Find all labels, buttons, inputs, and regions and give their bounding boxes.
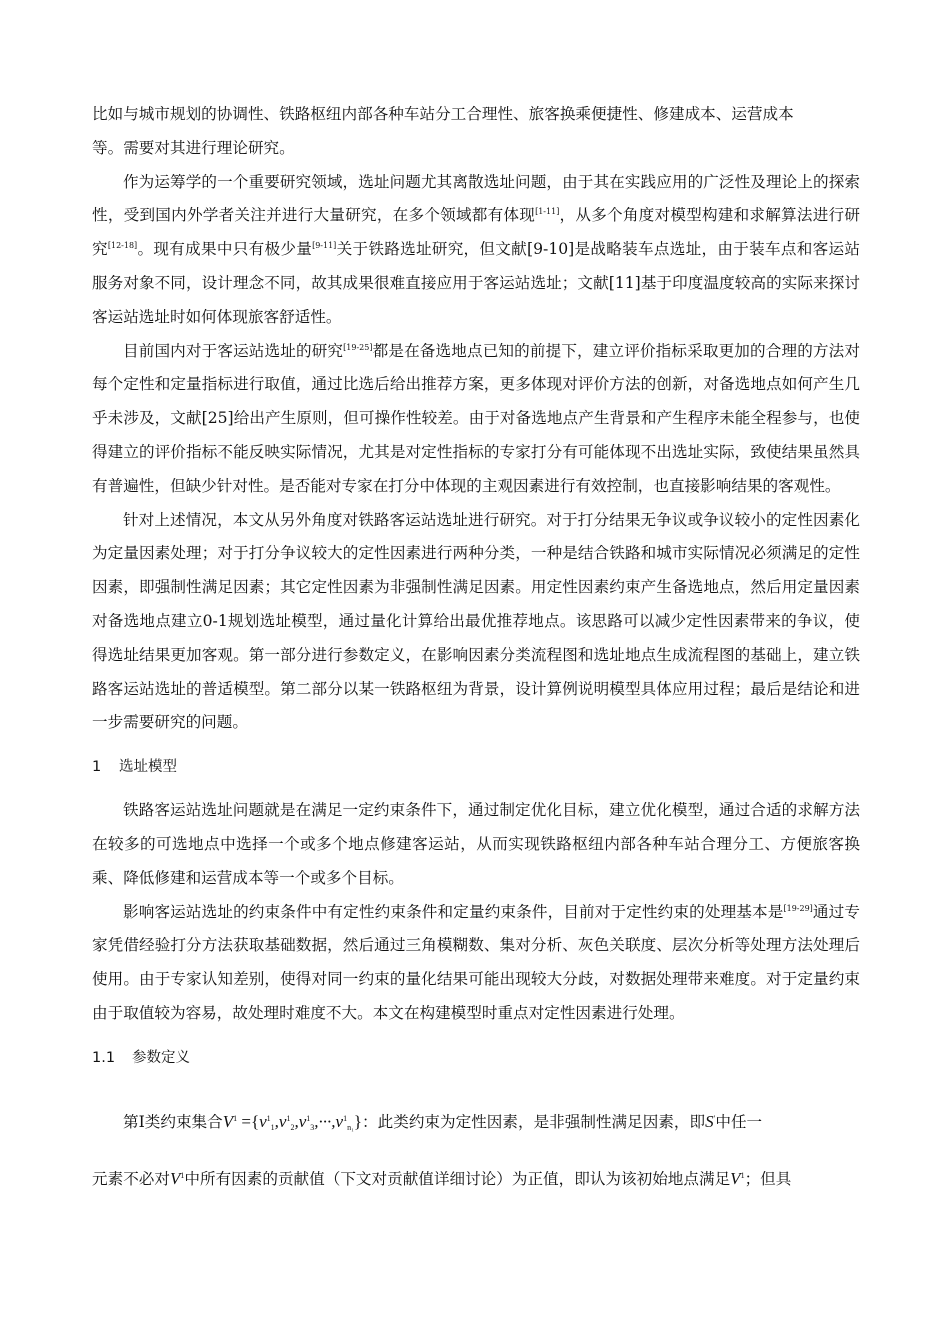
paragraph-continued — [92, 98, 860, 166]
paragraph-approach: 针对上述情况，本文从另外角度对铁路客运站选址进行研究。对于打分结果无争议或争议较小的定性因素化为定量因素处理；对于打分争议较大的定性因素进行两种分类，一种是结合铁路和城市实际情况必须满足的定性因素，即强制性满足因素；其它定性因素为非强制性满足因素。用定性因素约束产生备选地点，然后用定量因素对备选地点建立0-1规划选址模型，通过量化计算给出最优推荐地点。该思路可以减少定性因素带来的争议，使得选址结果更加客观。第一部分进行参数定义，在影响因素分类流程图和选址地点生成流程图的基础上，建立铁路客运站选址的普适模型。第二部分以某一铁路枢纽为背景，设计算例说明模型具体应用过程；最后是结论和进一步需要研究的问题。 — [92, 510, 860, 732]
paragraph-parameter-definition: 第Ⅰ类约束集合$V^1 =\{v^1_1,v^1_2,v^1_3,\cdot\cdot\cdot,v^1_{n_1}\}$：此类约束为定性因素，是非强制性满足因素，即S′中任一 — [123, 1111, 763, 1132]
citation: [19-25] — [343, 342, 373, 352]
math-set-v1: $V^1$ — [730, 1168, 745, 1188]
section-number: 1 — [92, 759, 102, 776]
section-heading — [92, 740, 860, 794]
subsection-title: 参数定义 — [132, 1049, 190, 1066]
citation: [9-11] — [312, 241, 337, 251]
math-s-prime: S′ — [705, 1111, 716, 1131]
paragraph-constraints: 影响客运站选址的约束条件中有定性约束条件和定量约束条件，目前对于定性约束的处理基本是[19-29]通过专家凭借经验打分方法获取基础数据，然后通过三角模糊数、集对分析、灰色关联度、层次分析等处理方法处理后使用。由于专家认知差别，使得对同一约束的量化结果可能出现较大分歧，对数据处理带来难度。对于定量约束由于取值较为容易，故处理时难度不大。本文在构建模型时重点对定性因素进行处理。 — [92, 902, 860, 1022]
citation: [19-29] — [783, 903, 813, 913]
paragraph-problem-definition: 铁路客运站选址问题就是在满足一定约束条件下，通过制定优化目标，建立优化模型，通过合适的求解方法在较多的可选地点中选择一个或多个地点修建客运站，从而实现铁路枢纽内部各种车站合理分工、方便旅客换乘、降低修建和运营成本等一个或多个目标。 — [92, 801, 860, 887]
math-set-v1: $V^1$ — [169, 1168, 185, 1188]
math-set-v1: $V^1 =\{v^1_1,v^1_2,v^1_3,\cdot\cdot\cdot,v^1_{n_1}\}$ — [222, 1111, 363, 1132]
subsection-heading — [92, 1031, 860, 1085]
paragraph-domestic-research: 目前国内对于客运站选址的研究[19-25]都是在备选地点已知的前提下，建立评价指标采取更加的合理的方法对每个定性和定量指标进行取值，通过比选后给出推荐方案，更多体现对评价方法的创新，对备选地点如何产生几乎未涉及，文献[25]给出产生原则，但可操作性较差。由于对备选地点产生背景和产生程序未能全程参与，也使得建立的评价指标不能反映实际情况，尤其是对定性指标的专家打分有可能体现不出选址实际，致使结果虽然具有普遍性，但缺少针对性。是否能对专家在打分中体现的主观因素进行有效控制，也直接影响结果的客观性。 — [92, 341, 860, 495]
paragraph-location-research: 作为运筹学的一个重要研究领域，选址问题尤其离散选址问题，由于其在实践应用的广泛性及理论上的探索性，受到国内外学者关注并进行大量研究，在多个领域都有体现[1-11]，从多个角度对模型构建和求解算法进行研究[12-18]。现有成果中只有极少量[9-11]关于铁路选址研究，但文献[9-10]是战略装车点选址，由于装车点和客运站服务对象不同，设计理念不同，故其成果很难直接应用于客运站选址；文献[11]基于印度温度较高的实际来探讨客运站选址时如何体现旅客舒适性。 — [92, 172, 860, 326]
citation: [12-18] — [107, 241, 138, 251]
paragraph-parameter-continued: 元素不必对$V^1$中所有因素的贡献值（下文对贡献值详细讨论）为正值，即认为该初始地点满足$V^1$；但具 — [92, 1168, 792, 1188]
subsection-number: 1.1 — [92, 1049, 116, 1066]
paragraph-line: 比如与城市规划的协调性、铁路枢纽内部各种车站分工合理性、旅客换乘便捷性、修建成本、运营成本 — [92, 105, 794, 123]
paragraph-line: 等。需要对其进行理论研究。 — [92, 138, 295, 157]
citation: [1-11] — [535, 207, 560, 217]
section-title: 选址模型 — [119, 759, 177, 776]
document-page — [92, 98, 860, 1199]
